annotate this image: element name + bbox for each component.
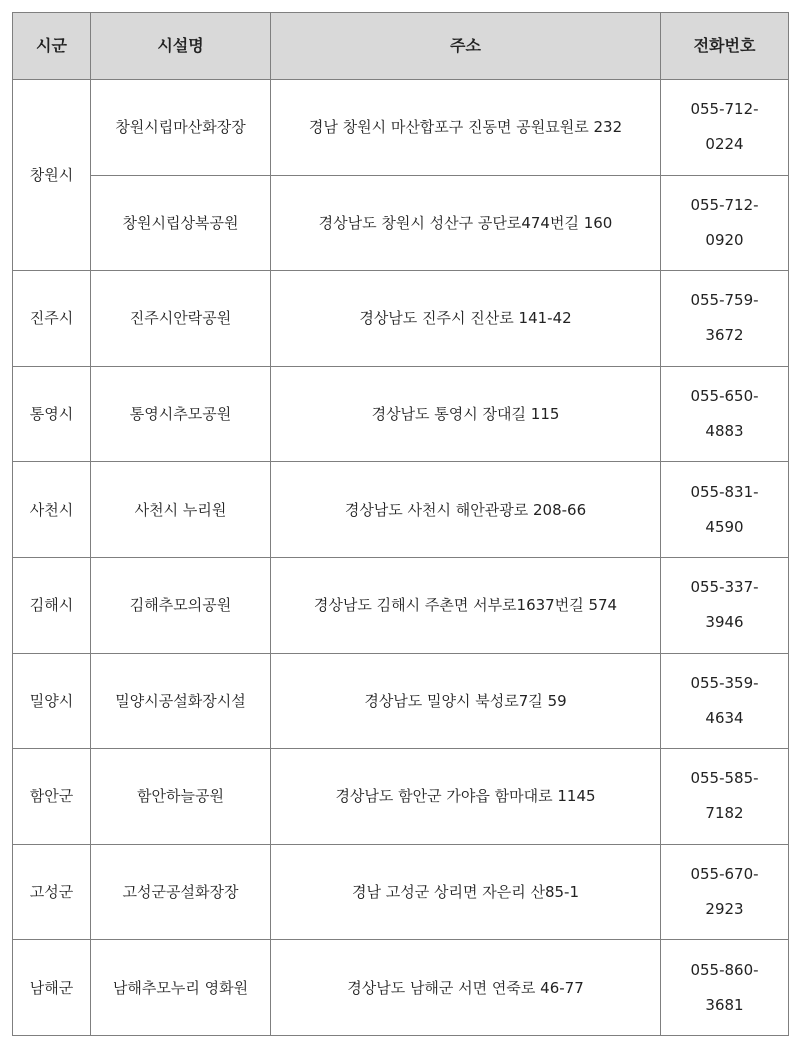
address-cell: 경상남도 밀양시 북성로7길 59	[271, 653, 661, 749]
address-cell: 경상남도 사천시 해안관광로 208-66	[271, 462, 661, 558]
crematorium-table	[12, 12, 789, 1036]
address-cell: 경상남도 김해시 주촌면 서부로1637번길 574	[271, 557, 661, 653]
table-row	[13, 271, 789, 367]
city-cell: 통영시	[13, 366, 91, 462]
address-cell: 경상남도 남해군 서면 연죽로 46-77	[271, 940, 661, 1036]
city-cell: 밀양시	[13, 653, 91, 749]
facility-cell: 밀양시공설화장시설	[91, 653, 271, 749]
table-row	[13, 366, 789, 462]
facility-cell: 진주시안락공원	[91, 271, 271, 367]
table-row	[13, 844, 789, 940]
table-row	[13, 557, 789, 653]
facility-cell: 창원시립마산화장장	[91, 80, 271, 176]
address-cell: 경남 고성군 상리면 자은리 산85-1	[271, 844, 661, 940]
city-cell: 고성군	[13, 844, 91, 940]
phone-cell	[661, 366, 789, 462]
phone-part-1: 055-831-	[690, 482, 759, 501]
phone-part-2: 0920	[705, 230, 744, 249]
header-row	[13, 13, 789, 80]
facility-cell: 통영시추모공원	[91, 366, 271, 462]
city-cell: 진주시	[13, 271, 91, 367]
phone-part-2: 3672	[705, 326, 744, 345]
phone-part-1: 055-860-	[690, 960, 759, 979]
table-row	[13, 80, 789, 176]
phone-part-2: 3681	[705, 995, 744, 1014]
facility-cell: 고성군공설화장장	[91, 844, 271, 940]
phone-cell	[661, 844, 789, 940]
phone-part-2: 3946	[705, 613, 744, 632]
phone-part-1: 055-650-	[690, 387, 759, 406]
phone-part-2: 4590	[705, 517, 744, 536]
city-cell: 남해군	[13, 940, 91, 1036]
phone-part-1: 055-585-	[690, 769, 759, 788]
phone-cell	[661, 749, 789, 845]
address-cell: 경상남도 함안군 가야읍 함마대로 1145	[271, 749, 661, 845]
city-cell: 창원시	[13, 80, 91, 271]
phone-part-1: 055-759-	[690, 291, 759, 310]
city-cell: 함안군	[13, 749, 91, 845]
facility-cell: 함안하늘공원	[91, 749, 271, 845]
phone-cell	[661, 462, 789, 558]
phone-cell	[661, 80, 789, 176]
table-row	[13, 940, 789, 1036]
facility-cell: 김해추모의공원	[91, 557, 271, 653]
address-cell: 경남 창원시 마산합포구 진동면 공원묘원로 232	[271, 80, 661, 176]
phone-cell	[661, 940, 789, 1036]
header-phone: 전화번호	[661, 13, 789, 80]
facility-cell: 창원시립상복공원	[91, 175, 271, 271]
table-row	[13, 462, 789, 558]
phone-part-1: 055-670-	[690, 865, 759, 884]
city-cell: 김해시	[13, 557, 91, 653]
phone-cell	[661, 653, 789, 749]
phone-part-1: 055-337-	[690, 578, 759, 597]
phone-part-2: 2923	[705, 900, 744, 919]
header-address: 주소	[271, 13, 661, 80]
table-row	[13, 653, 789, 749]
phone-cell	[661, 271, 789, 367]
facility-cell: 사천시 누리원	[91, 462, 271, 558]
table-row	[13, 175, 789, 271]
phone-part-2: 4883	[705, 422, 744, 441]
phone-cell	[661, 557, 789, 653]
phone-cell	[661, 175, 789, 271]
header-city: 시군	[13, 13, 91, 80]
facility-cell: 남해추모누리 영화원	[91, 940, 271, 1036]
phone-part-2: 4634	[705, 708, 744, 727]
phone-part-1: 055-712-	[690, 100, 759, 119]
header-facility: 시설명	[91, 13, 271, 80]
address-cell: 경상남도 진주시 진산로 141-42	[271, 271, 661, 367]
phone-part-2: 0224	[705, 135, 744, 154]
city-cell: 사천시	[13, 462, 91, 558]
phone-part-2: 7182	[705, 804, 744, 823]
phone-part-1: 055-359-	[690, 673, 759, 692]
address-cell: 경상남도 통영시 장대길 115	[271, 366, 661, 462]
address-cell: 경상남도 창원시 성산구 공단로474번길 160	[271, 175, 661, 271]
table-row	[13, 749, 789, 845]
phone-part-1: 055-712-	[690, 195, 759, 214]
